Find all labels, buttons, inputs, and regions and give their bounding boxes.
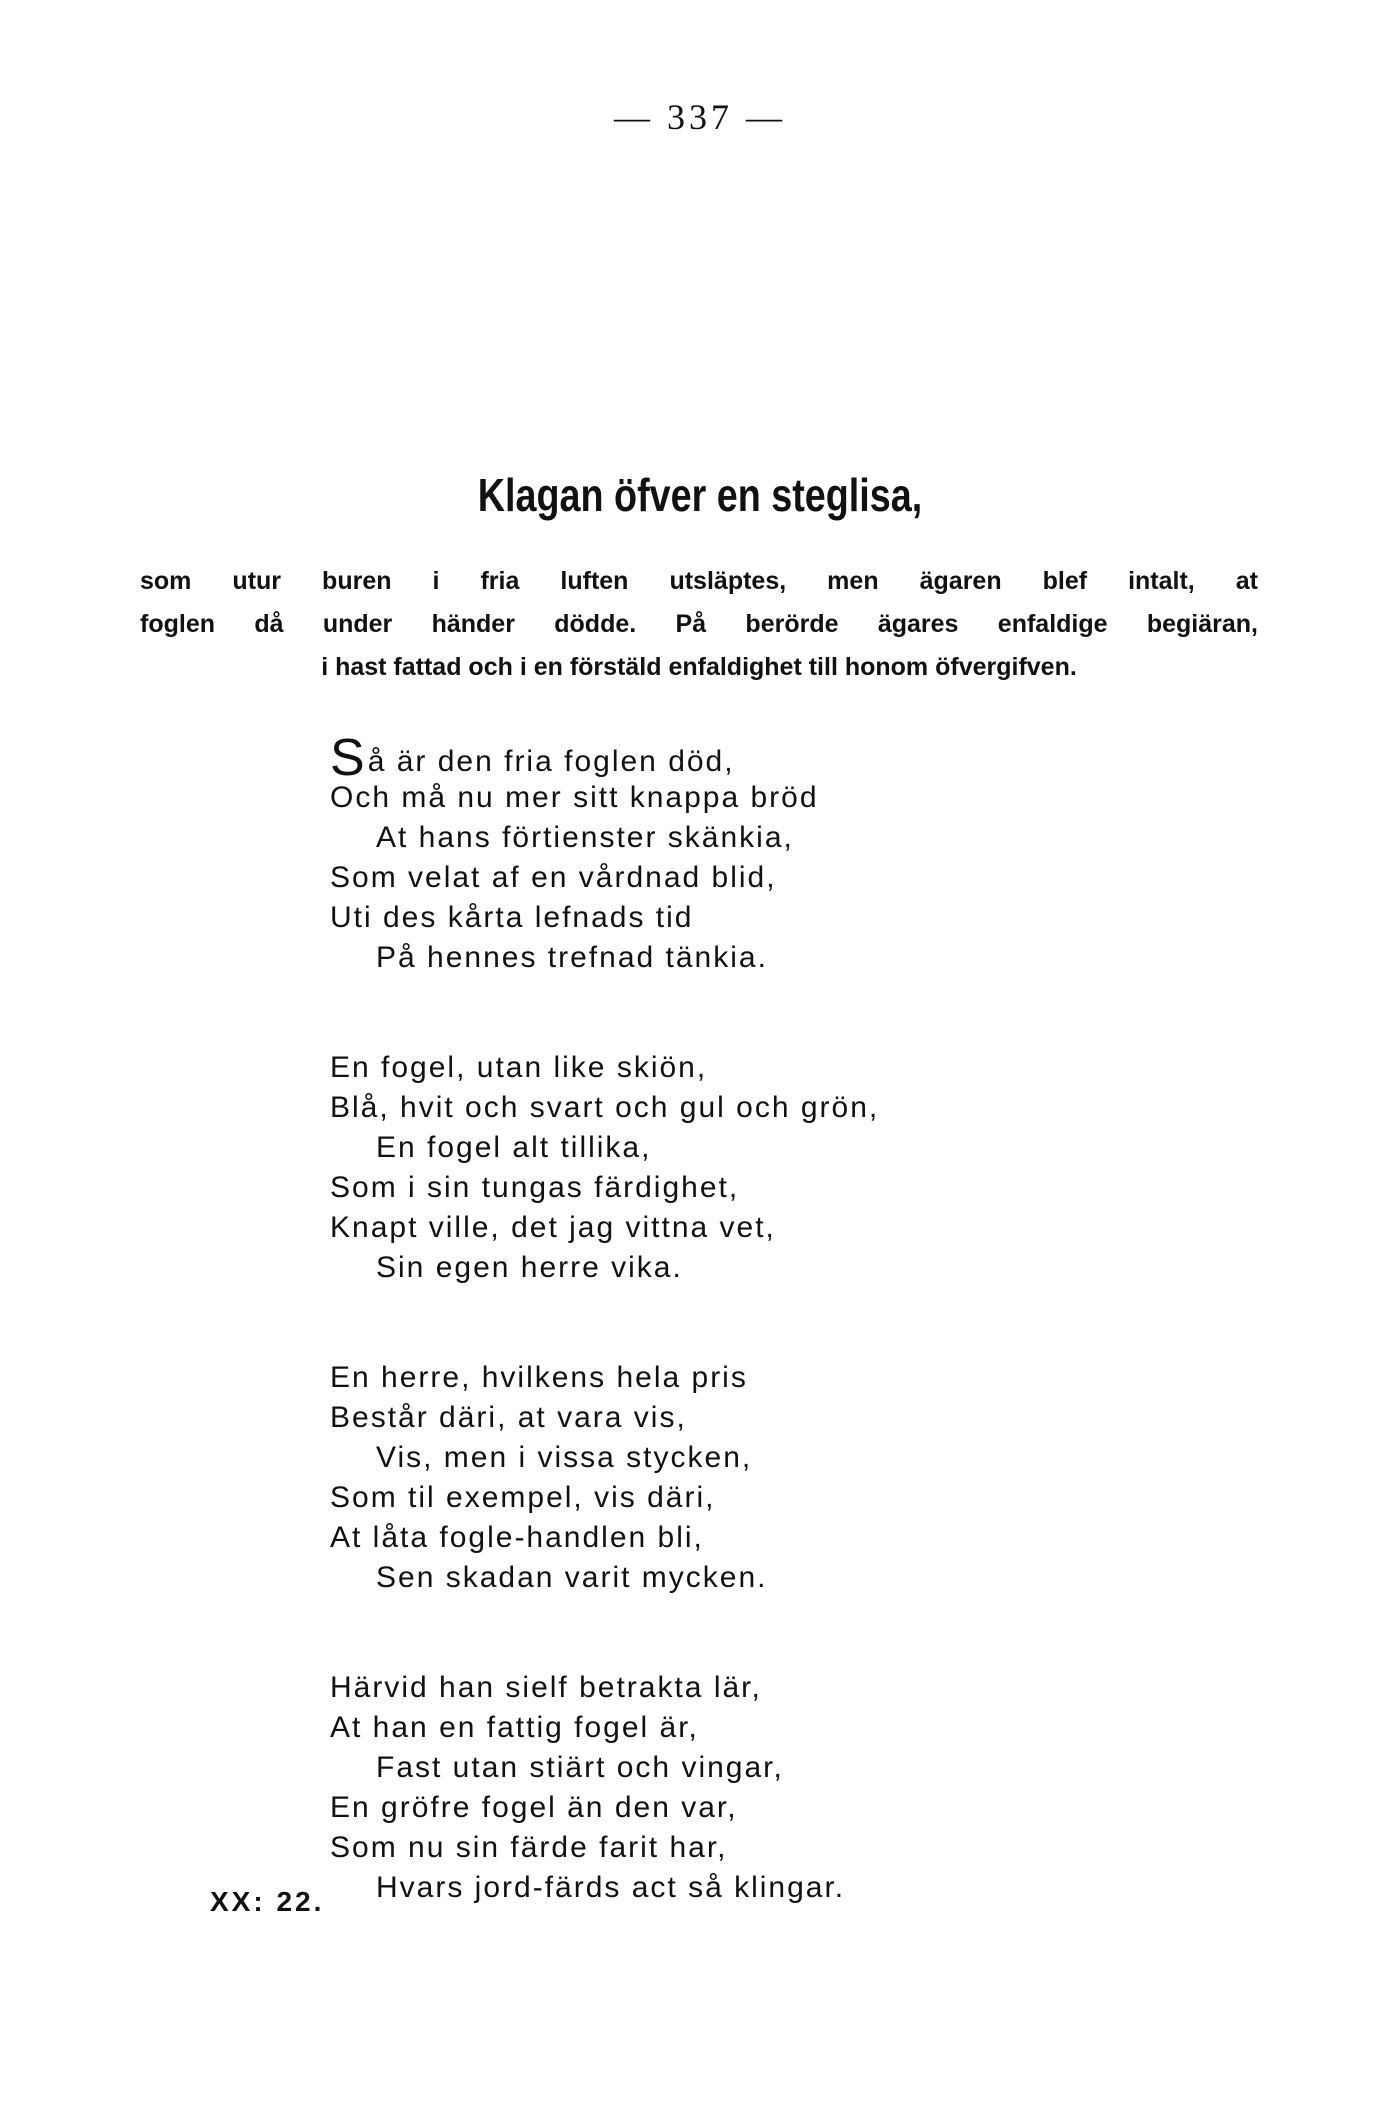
subtitle-line: i hast fattad och i en förstäld enfaldighet till honom öfvergifven. — [321, 653, 1077, 681]
verse-line: En herre, hvilkens hela pris — [330, 1361, 748, 1394]
verse-line: Vis, men i vissa stycken, — [376, 1441, 753, 1474]
drop-cap: S — [330, 729, 367, 787]
verse-line: Och må nu mer sitt knappa bröd — [330, 781, 819, 814]
subtitle-line: som utur buren i fria luften utsläptes, men ägaren blef intalt, at — [140, 567, 1258, 595]
verse-line: På hennes trefnad tänkia. — [376, 941, 768, 974]
verse-line: Härvid han sielf betrakta lär, — [330, 1671, 762, 1704]
poem-title: Klagan öfver en steglisa, — [477, 469, 923, 521]
verse-line: At han en fattig fogel är, — [330, 1711, 699, 1744]
verse-line: At låta fogle-handlen bli, — [330, 1521, 704, 1554]
verse-line: Knapt ville, det jag vittna vet, — [330, 1211, 776, 1244]
stanza — [330, 1358, 1030, 1598]
stanza — [330, 729, 1030, 978]
page-number: — 337 — — [614, 97, 786, 137]
verse-line: Sin egen herre vika. — [376, 1251, 683, 1284]
verse-line: Som til exempel, vis däri, — [330, 1481, 716, 1514]
verse-line: Uti des kårta lefnads tid — [330, 901, 694, 934]
verse-line: En fogel alt tillika, — [376, 1131, 652, 1164]
verse-line: Hvars jord-färds act så klingar. — [376, 1871, 846, 1904]
verse-line: Som i sin tungas färdighet, — [330, 1171, 740, 1204]
stanza — [330, 1048, 1030, 1288]
poem-body — [330, 729, 1030, 1978]
verse-line: At hans förtienster skänkia, — [376, 821, 794, 854]
verse-line: Blå, hvit och svart och gul och grön, — [330, 1091, 880, 1124]
signature-mark: XX: 22. — [210, 1886, 325, 1917]
verse-line: Fast utan stiärt och vingar, — [376, 1751, 784, 1784]
verse-line: En gröfre fogel än den var, — [330, 1791, 738, 1824]
verse-line: Som nu sin färde farit har, — [330, 1831, 728, 1864]
verse-line: Så är den fria foglen död, — [330, 729, 735, 787]
subtitle-line: foglen då under händer dödde. På berörde ägares enfaldige begiäran, — [140, 610, 1258, 638]
poem-subtitle — [140, 560, 1258, 689]
verse-line: Sen skadan varit mycken. — [376, 1561, 768, 1594]
stanza — [330, 1668, 1030, 1908]
verse-line: En fogel, utan like skiön, — [330, 1051, 708, 1084]
verse-line: Som velat af en vårdnad blid, — [330, 861, 777, 894]
verse-line: Består däri, at vara vis, — [330, 1401, 687, 1434]
